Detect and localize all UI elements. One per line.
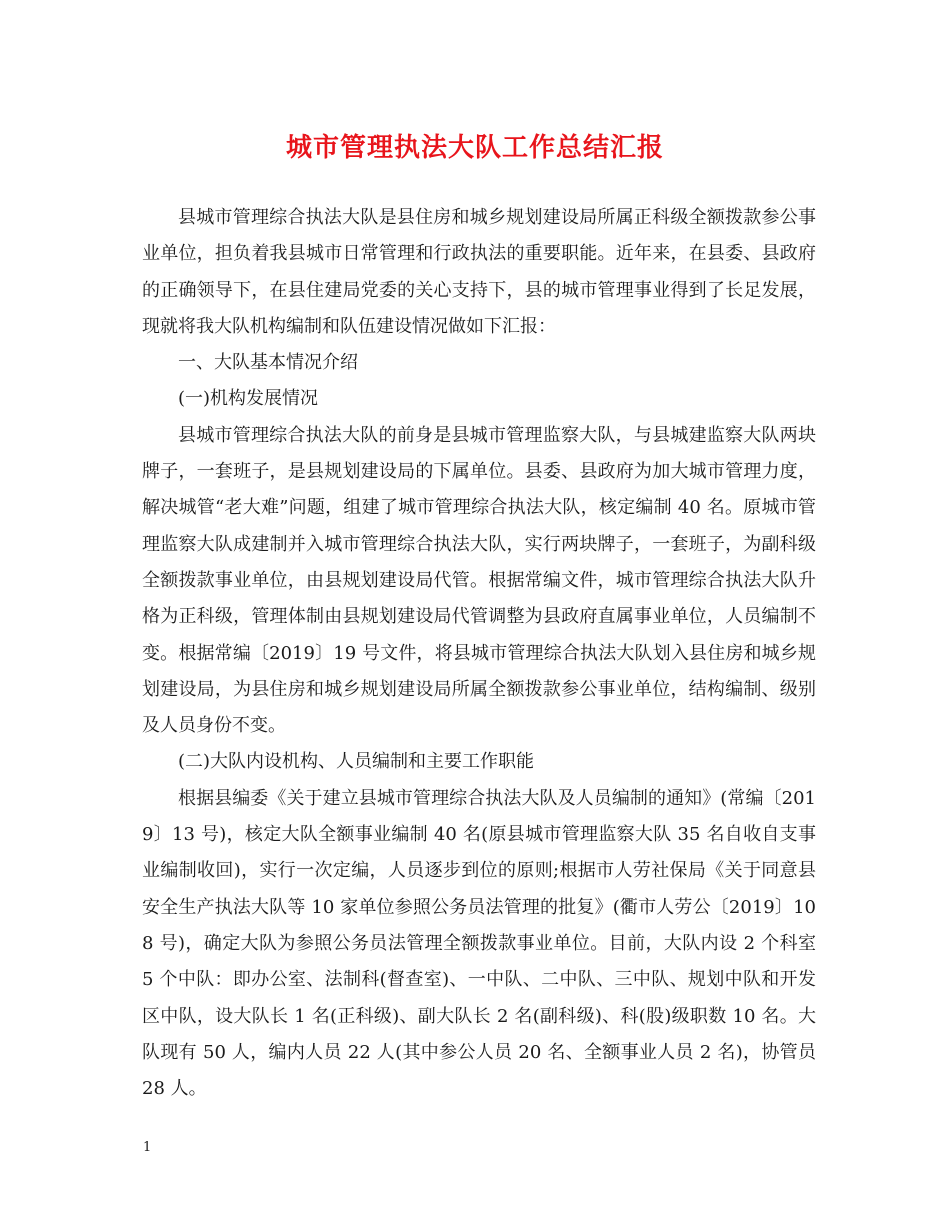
paragraph-intro: 县城市管理综合执法大队是县住房和城乡规划建设局所属正科级全额拨款参公事业单位，担负着我县城市日常管理和行政执法的重要职能。近年来，在县委、县政府的正确领导下，在县住建局党委的关心支持下，县的城市管理事业得到了长足发展，现就将我大队机构编制和队伍建设情况做如下汇报： [142,207,816,337]
page-title: 城市管理执法大队工作总结汇报 [285,133,664,163]
document-body [142,200,816,1107]
heading-section-1: 一、大队基本情况介绍 [178,352,358,374]
heading-subsection-2: (二)大队内设机构、人员编制和主要工作职能 [178,751,535,773]
paragraph-organization-history: 县城市管理综合执法大队的前身是县城市管理监察大队，与县城建监察大队两块牌子，一套班子，是县规划建设局的下属单位。县委、县政府为加大城市管理力度，解决城管“老大难”问题，组建了城市管理综合执法大队，核定编制 40 名。原城市管理监察大队成建制并入城市管理综合执法大队，实行两块牌子，一套班子，为副科级全额拨款事业单位，由县规划建设局代管。根据常编文件，城市管理综合执法大队升格为正科级，管理体制由县规划建设局代管调整为县政府直属事业单位，人员编制不变。根据常编〔2019〕19 号文件，将县城市管理综合执法大队划入县住房和城乡规划建设局，为县住房和城乡规划建设局所属全额拨款参公事业单位，结构编制、级别及人员身份不变。 [142,424,816,737]
paragraph-staffing: 根据县编委《关于建立县城市管理综合执法大队及人员编制的通知》(常编〔2019〕13 号)，核定大队全额事业编制 40 名(原县城市管理监察大队 35 名自收自支事业编制收回)，实行一次定编，人员逐步到位的原则;根据市人劳社保局《关于同意县安全生产执法大队等 10 家单位参照公务员法管理的批复》(衢市人劳公〔2019〕108 号)，确定大队为参照公务员法管理全额拨款事业单位。目前，大队内设 2 个科室 5 个中队：即办公室、法制科(督查室)、一中队、二中队、三中队、规划中队和开发区中队，设大队长 1 名(正科级)、副大队长 2 名(副科级)、科(股)级职数 10 名。大队现有 50 人，编内人员 22 人(其中参公人员 20 名、全额事业人员 2 名)，协管员 28 人。 [142,787,816,1100]
page-number: 1 [143,1140,152,1155]
heading-subsection-1: (一)机构发展情况 [178,388,319,410]
